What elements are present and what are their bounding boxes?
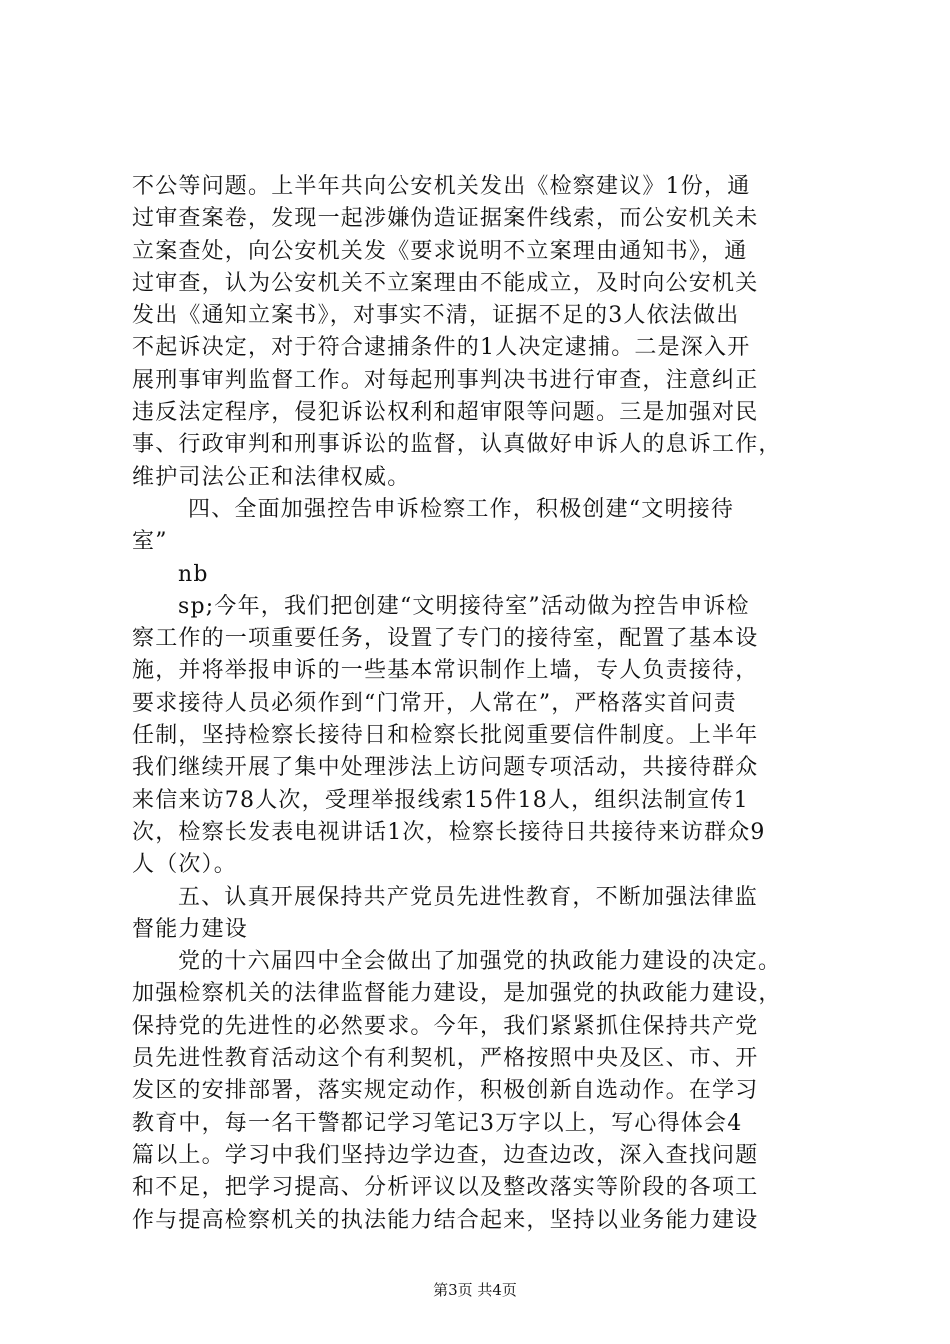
text-line: 立案查处，向公安机关发《要求说明不立案理由通知书》，通 bbox=[132, 238, 748, 264]
body-text bbox=[132, 171, 830, 1237]
text-line: 展刑事审判监督工作。对每起刑事判决书进行审查，注意纠正 bbox=[132, 367, 759, 393]
section-heading-4: 四、全面加强控告申诉检察工作，积极创建“文明接待 bbox=[188, 496, 735, 522]
text-line: 要求接待人员必须作到“门常开，人常在”，严格落实首问责 bbox=[132, 690, 737, 716]
text-line: 施，并将举报申诉的一些基本常识制作上墙，专人负责接待， bbox=[132, 658, 759, 684]
text-line: 我们继续开展了集中处理涉法上访问题专项活动，共接待群众 bbox=[132, 755, 759, 781]
text-line: 事、行政审判和刑事诉讼的监督，认真做好申诉人的息诉工作， bbox=[132, 432, 782, 458]
text-line: sp;今年，我们把创建“文明接待室”活动做为控告申诉检 bbox=[178, 593, 750, 619]
section-heading-5: 五、认真开展保持共产党员先进性教育，不断加强法律监 bbox=[178, 884, 759, 910]
text-line: 加强检察机关的法律监督能力建设，是加强党的执政能力建设， bbox=[132, 981, 782, 1007]
text-line: 保持党的先进性的必然要求。今年，我们紧紧抓住保持共产党 bbox=[132, 1013, 759, 1039]
text-line: nb bbox=[178, 561, 209, 587]
text-line: 来信来访78人次，受理举报线索15件18人，组织法制宣传1 bbox=[132, 787, 749, 813]
text-line: 过审查，认为公安机关不立案理由不能成立，及时向公安机关 bbox=[132, 270, 759, 296]
page-number-footer: 第3页 共4页 bbox=[433, 1281, 517, 1299]
text-line: 篇以上。学习中我们坚持边学边查，边查边改，深入查找问题 bbox=[132, 1142, 759, 1168]
text-line: 党的十六届四中全会做出了加强党的执政能力建设的决定。 bbox=[178, 949, 782, 975]
text-line: 作与提高检察机关的执法能力结合起来，坚持以业务能力建设 bbox=[132, 1207, 759, 1233]
text-line: 维护司法公正和法律权威。 bbox=[132, 464, 411, 490]
text-line: 不起诉决定，对于符合逮捕条件的1人决定逮捕。二是深入开 bbox=[132, 335, 751, 361]
text-line: 违反法定程序，侵犯诉讼权利和超审限等问题。三是加强对民 bbox=[132, 400, 759, 426]
text-line: 人（次）。 bbox=[132, 852, 238, 878]
text-line: 次，检察长发表电视讲话1次，检察长接待日共接待来访群众9 bbox=[132, 819, 766, 845]
section-heading-4-cont: 室” bbox=[132, 529, 168, 555]
text-line: 发出《通知立案书》，对事实不清，证据不足的3人依法做出 bbox=[132, 303, 740, 329]
text-line: 过审查案卷，发现一起涉嫌伪造证据案件线索，而公安机关未 bbox=[132, 206, 759, 232]
text-line: 察工作的一项重要任务，设置了专门的接待室，配置了基本设 bbox=[132, 626, 759, 652]
text-line: 不公等问题。上半年共向公安机关发出《检察建议》1份，通 bbox=[132, 174, 751, 199]
text-line: 教育中，每一名干警都记学习笔记3万字以上，写心得体会4 bbox=[132, 1110, 743, 1136]
text-line: 发区的安排部署，落实规定动作，积极创新自选动作。在学习 bbox=[132, 1078, 759, 1104]
section-heading-5-cont: 督能力建设 bbox=[132, 916, 249, 942]
text-line: 和不足，把学习提高、分析评议以及整改落实等阶段的各项工 bbox=[132, 1175, 759, 1201]
text-line: 员先进性教育活动这个有利契机，严格按照中央及区、市、开 bbox=[132, 1046, 759, 1072]
text-line: 任制，坚持检察长接待日和检察长批阅重要信件制度。上半年 bbox=[132, 723, 759, 749]
